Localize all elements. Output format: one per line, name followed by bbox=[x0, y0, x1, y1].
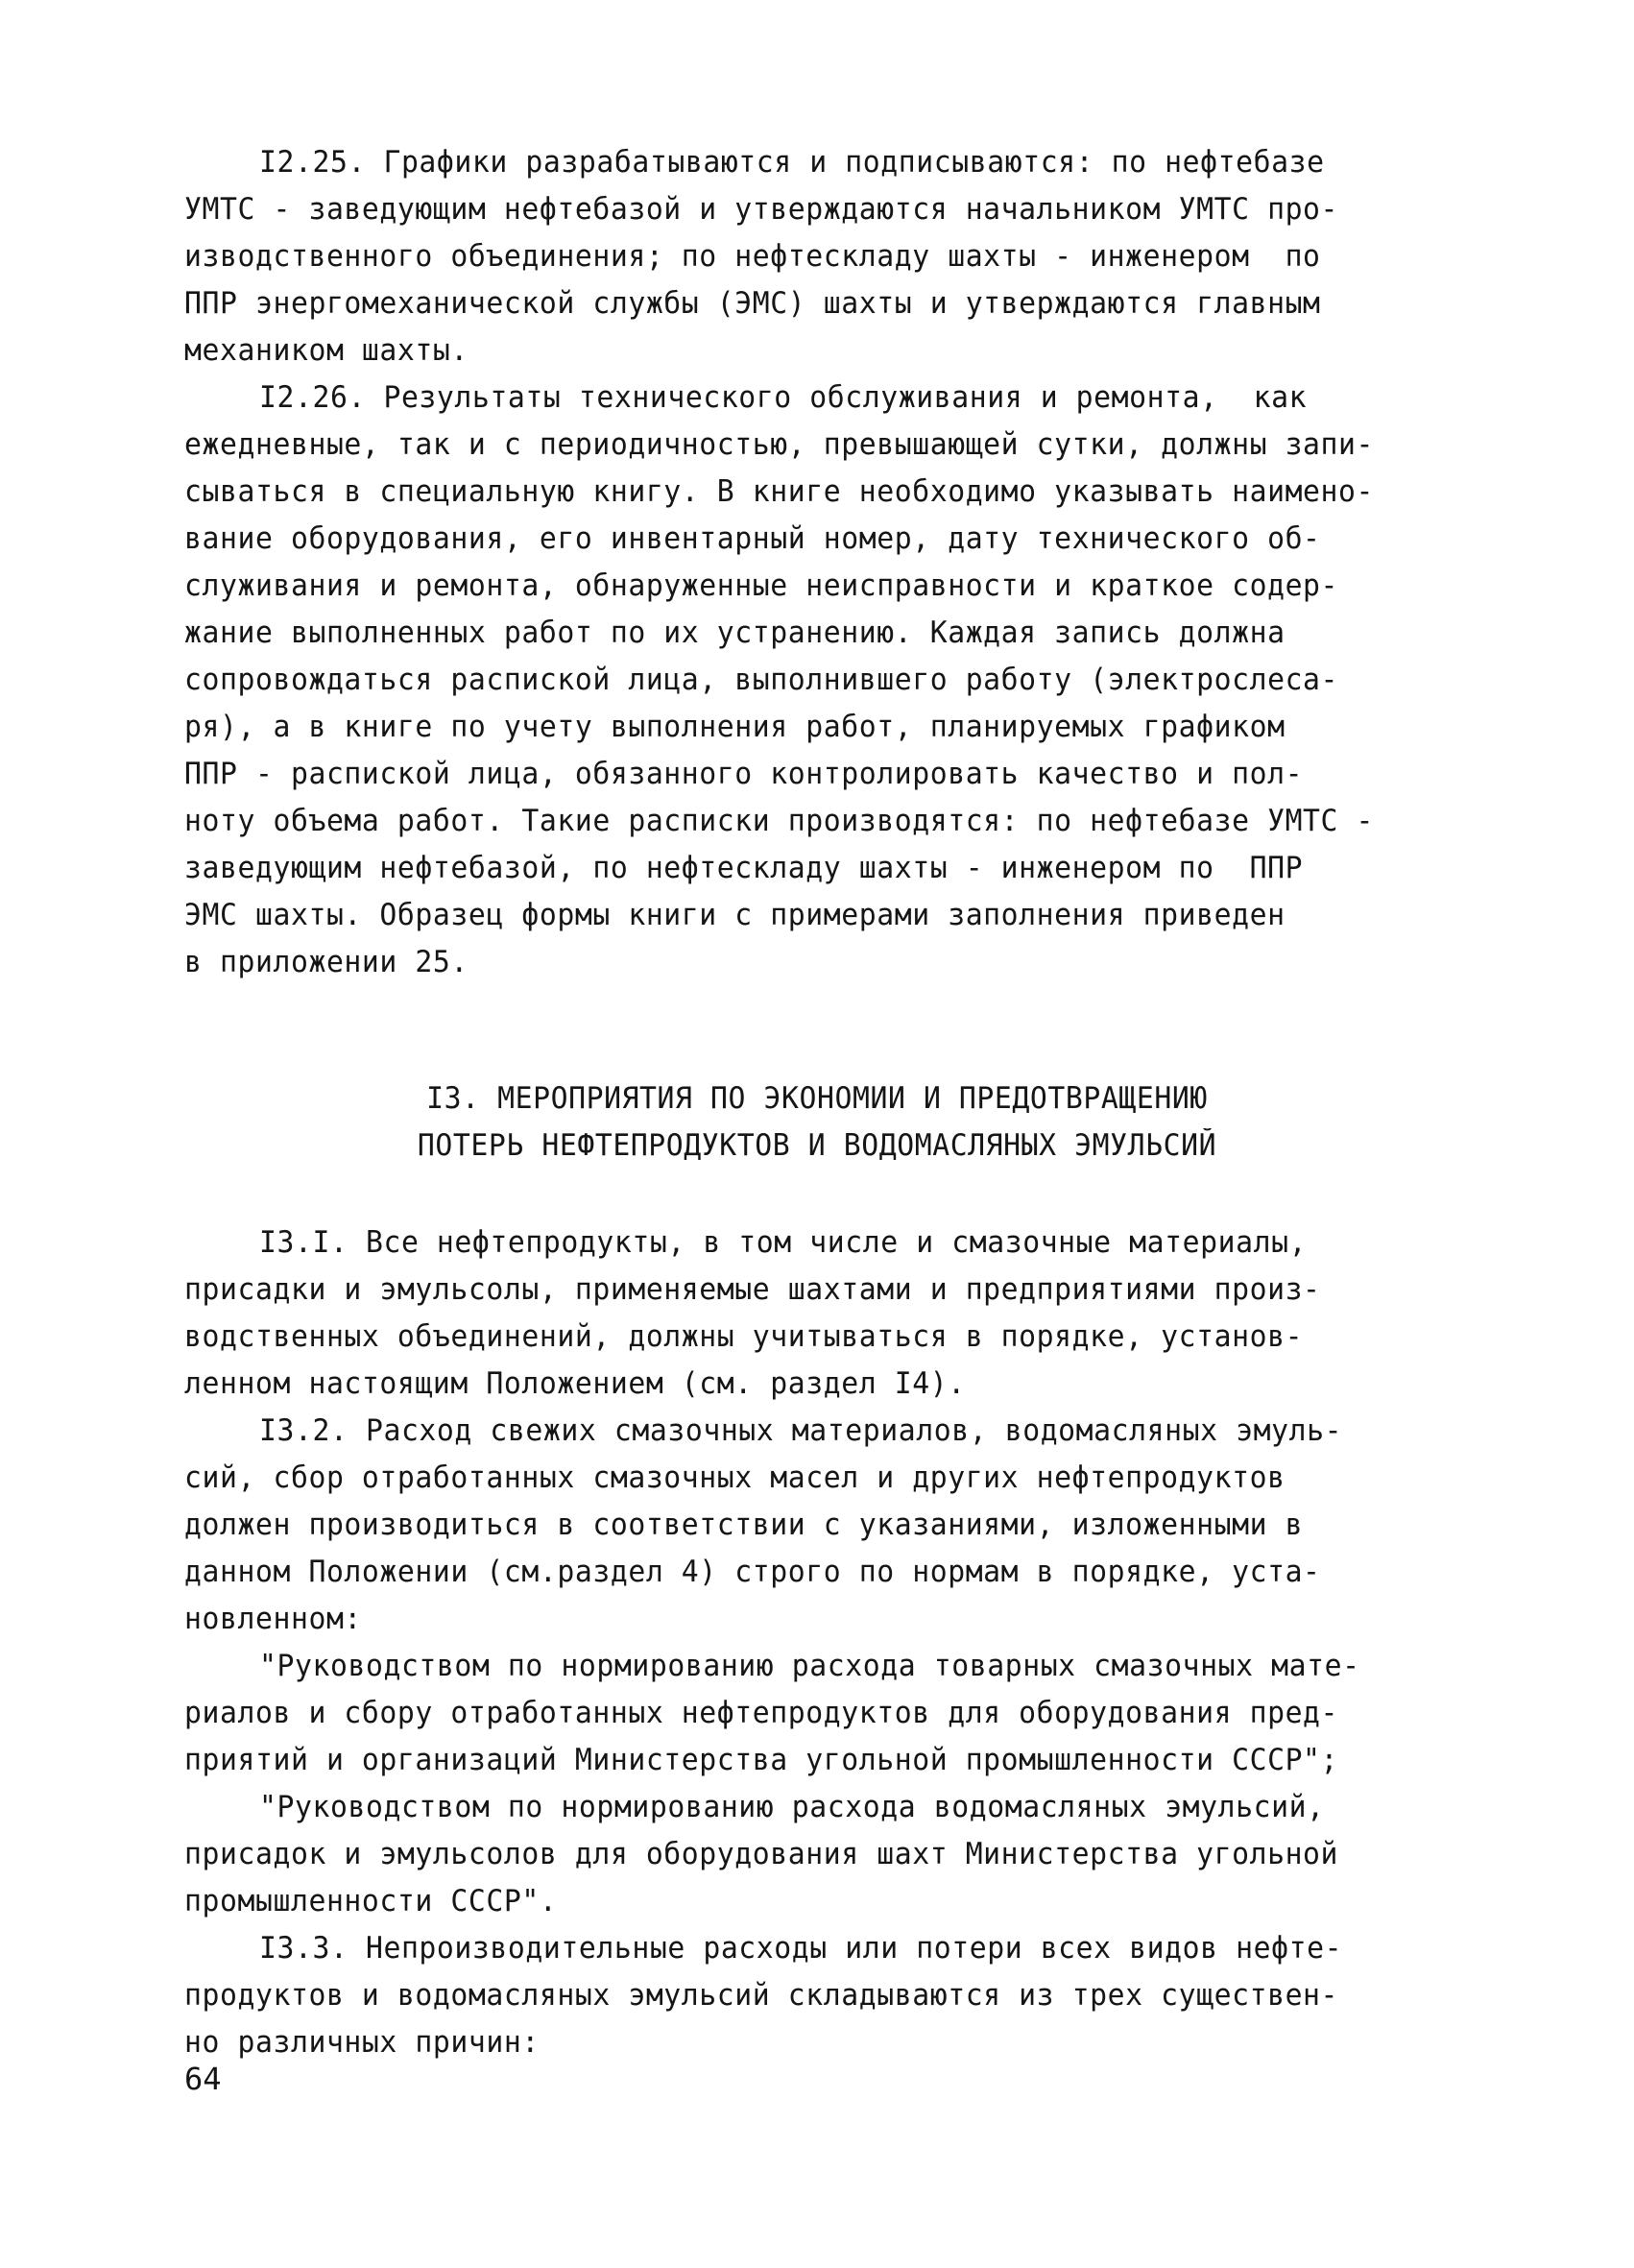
quote-1-line: "Руководством по нормированию расхода товарных смазочных мате- bbox=[259, 1649, 1360, 1683]
paragraph-12-25-line: УМТС - заведующим нефтебазой и утверждаются начальником УМТС про- bbox=[184, 192, 1339, 227]
paragraph-12-26-line: I2.26. Результаты технического обслуживания и ремонта, как bbox=[259, 380, 1308, 415]
paragraph-12-25-line: изводственного объединения; по нефтескладу шахты - инженером по bbox=[184, 239, 1321, 274]
quote-2-line: присадок и эмульсолов для оборудования шахт Министерства угольной bbox=[184, 1837, 1339, 1871]
paragraph-12-26-line: ря), а в книге по учету выполнения работ, планируемых графиком bbox=[184, 710, 1286, 744]
paragraph-13-1-line: присадки и эмульсолы, применяемые шахтами и предприятиями произ- bbox=[184, 1272, 1321, 1307]
section-heading-13-line: I3. МЕРОПРИЯТИЯ ПО ЭКОНОМИИ И ПРЕДОТВРАЩЕНИЮ bbox=[426, 1081, 1208, 1116]
paragraph-12-25-line: механиком шахты. bbox=[184, 333, 469, 368]
paragraph-13-2-line: данном Положении (см.раздел 4) строго по нормам в порядке, уста- bbox=[184, 1555, 1321, 1589]
quote-1-line: приятий и организаций Министерства угольной промышленности СССР"; bbox=[184, 1743, 1339, 1777]
paragraph-12-26-line: ноту объема работ. Такие расписки производятся: по нефтебазе УМТС - bbox=[184, 804, 1375, 838]
paragraph-13-1-line: ленном настоящим Положением (см. раздел I4). bbox=[184, 1366, 966, 1401]
paragraph-13-3-line: I3.3. Непроизводительные расходы или потери всех видов нефте- bbox=[259, 1931, 1343, 1966]
paragraph-13-2-line: сий, сбор отработанных смазочных масел и других нефтепродуктов bbox=[184, 1460, 1286, 1495]
quote-1-line: риалов и сбору отработанных нефтепродуктов для оборудования пред- bbox=[184, 1696, 1339, 1730]
paragraph-12-26-line: ЭМС шахты. Образец формы книги с примерами заполнения приведен bbox=[184, 898, 1286, 932]
paragraph-12-26-line: сываться в специальную книгу. В книге необходимо указывать наимено- bbox=[184, 474, 1375, 509]
paragraph-12-26-line: ППР - распиской лица, обязанного контролировать качество и пол- bbox=[184, 757, 1304, 791]
quote-2-line: промышленности СССР". bbox=[184, 1884, 558, 1918]
paragraph-12-26-line: в приложении 25. bbox=[184, 945, 469, 979]
paragraph-12-25-line: I2.25. Графики разрабатываются и подписываются: по нефтебазе bbox=[259, 145, 1325, 180]
page-number: 64 bbox=[184, 2061, 222, 2097]
quote-2-line: "Руководством по нормированию расхода водомасляных эмульсий, bbox=[259, 1790, 1325, 1824]
paragraph-12-25-line: ППР энергомеханической службы (ЭМС) шахты и утверждаются главным bbox=[184, 286, 1321, 321]
paragraph-12-26-line: жание выполненных работ по их устранению. Каждая запись должна bbox=[184, 615, 1286, 650]
paragraph-13-3-line: но различных причин: bbox=[184, 2025, 540, 2060]
paragraph-12-26-line: вание оборудования, его инвентарный номер, дату технического об- bbox=[184, 521, 1321, 556]
paragraph-13-3-line: продуктов и водомасляных эмульсий складываются из трех существен- bbox=[184, 1978, 1339, 2013]
paragraph-13-1-line: I3.I. Все нефтепродукты, в том числе и смазочные материалы, bbox=[259, 1225, 1308, 1260]
paragraph-12-26-line: сопровождаться распиской лица, выполнившего работу (электрослеса- bbox=[184, 663, 1339, 697]
paragraph-13-2-line: должен производиться в соответствии с указаниями, изложенными в bbox=[184, 1508, 1304, 1542]
paragraph-12-26-line: служивания и ремонта, обнаруженные неисправности и краткое содер- bbox=[184, 568, 1339, 603]
paragraph-12-26-line: ежедневные, так и с периодичностью, превышающей сутки, должны запи- bbox=[184, 427, 1375, 462]
section-heading-13-line: ПОТЕРЬ НЕФТЕПРОДУКТОВ И ВОДОМАСЛЯНЫХ ЭМУЛЬСИЙ bbox=[417, 1128, 1217, 1163]
paragraph-13-2-line: I3.2. Расход свежих смазочных материалов, водомасляных эмуль- bbox=[259, 1413, 1343, 1448]
paragraph-12-26-line: заведующим нефтебазой, по нефтескладу шахты - инженером по ППР bbox=[184, 851, 1304, 885]
paragraph-13-2-line: новленном: bbox=[184, 1602, 362, 1636]
paragraph-13-1-line: водственных объединений, должны учитываться в порядке, установ- bbox=[184, 1319, 1304, 1354]
